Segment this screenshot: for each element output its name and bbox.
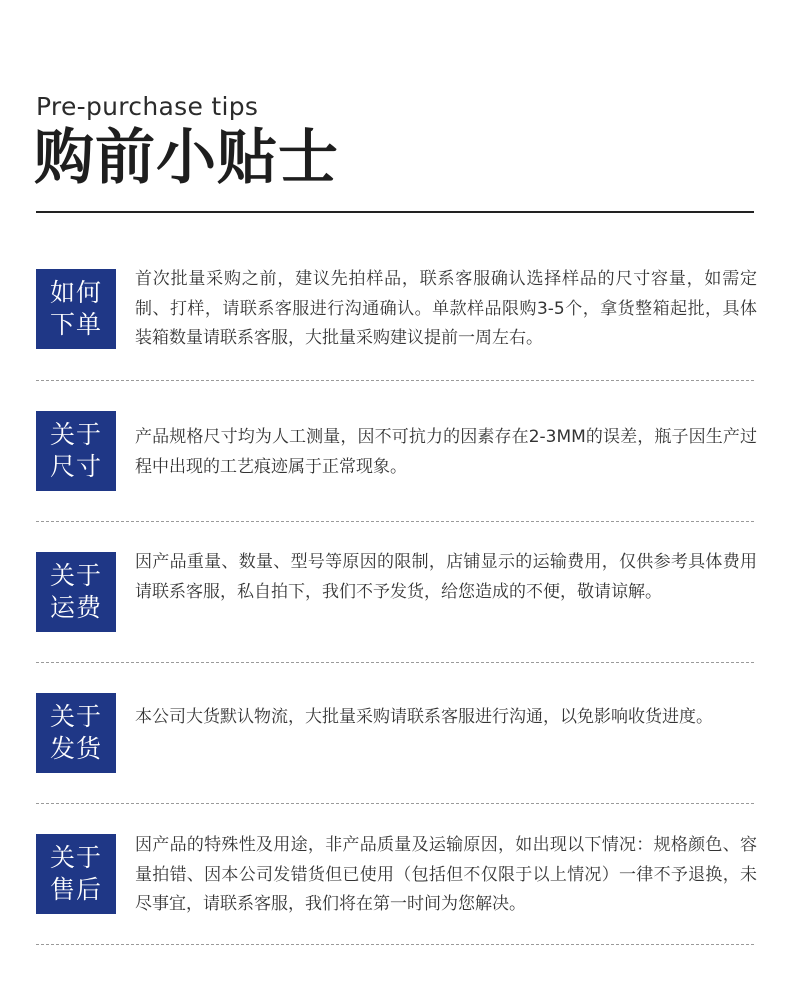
section-divider [36, 662, 754, 663]
badge-line-1: 关于 [49, 420, 102, 449]
section-text: 产品规格尺寸均为人工测量，因不可抗力的因素存在2-3MM的误差，瓶子因生产过程中出现的工艺痕迹属于正常现象。 [135, 427, 757, 477]
section-badge [36, 693, 116, 773]
section-badge [36, 834, 116, 914]
badge-line-2: 尺寸 [49, 452, 102, 481]
section-text: 因产品重量、数量、型号等原因的限制，店铺显示的运输费用，仅供参考具体费用请联系客服，私自拍下，我们不予发货，给您造成的不便，敬请谅解。 [135, 552, 757, 602]
section-divider [36, 380, 754, 381]
section-divider [36, 944, 754, 945]
section-text: 首次批量采购之前，建议先拍样品，联系客服确认选择样品的尺寸容量，如需定制、打样，请联系客服进行沟通确认。单款样品限购3-5个，拿货整箱起批，具体装箱数量请联系客服，大批量采购建议提前一周左右。 [135, 269, 757, 348]
section-divider [36, 803, 754, 804]
badge-line-2: 售后 [49, 875, 102, 904]
badge-line-2: 下单 [49, 310, 102, 339]
section-divider [36, 521, 754, 522]
page-title: 购前小贴士 [34, 123, 339, 193]
page-subtitle: Pre-purchase tips [36, 92, 259, 121]
section-text: 本公司大货默认物流，大批量采购请联系客服进行沟通，以免影响收货进度。 [135, 707, 713, 727]
section-badge [36, 269, 116, 349]
badge-line-1: 关于 [49, 561, 102, 590]
badge-line-2: 发货 [49, 734, 102, 763]
section-badge [36, 552, 116, 632]
badge-line-1: 关于 [49, 702, 102, 731]
badge-line-2: 运费 [49, 593, 102, 622]
badge-line-1: 如何 [49, 278, 102, 307]
section-text: 因产品的特殊性及用途，非产品质量及运输原因，如出现以下情况：规格颜色、容量拍错、因本公司发错货但已使用（包括但不仅限于以上情况）一律不予退换，未尽事宜，请联系客服，我们将在第一时间为您解决。 [135, 835, 757, 914]
badge-line-1: 关于 [49, 843, 102, 872]
section-badge [36, 411, 116, 491]
title-rule [36, 211, 754, 213]
